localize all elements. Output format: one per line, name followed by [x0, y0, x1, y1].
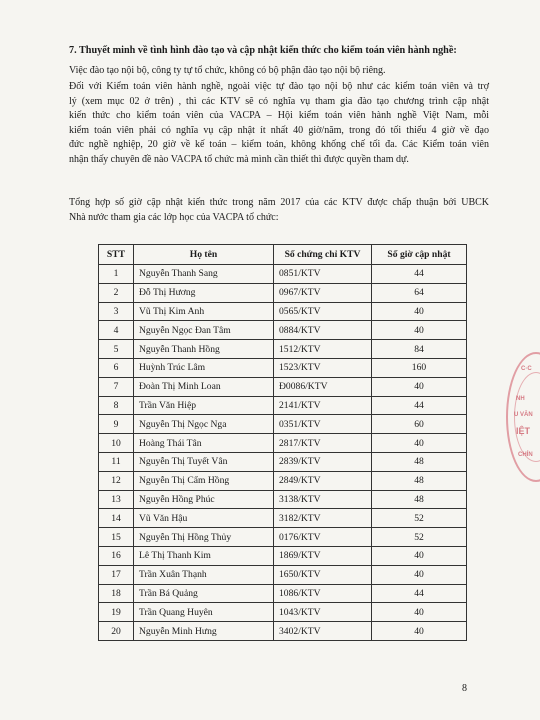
column-header-certificate: Số chứng chỉ KTV: [274, 245, 372, 265]
paragraph-summary-intro: [69, 196, 489, 225]
cell-hours: 84: [372, 340, 467, 359]
table-row: [99, 377, 467, 396]
table-row: [99, 490, 467, 509]
cell-certificate: 2839/KTV: [274, 452, 372, 471]
seal-text-fragment: NH: [516, 396, 525, 402]
table-body: [99, 265, 467, 641]
table-row: [99, 302, 467, 321]
table-row: [99, 565, 467, 584]
cell-hours: 40: [372, 603, 467, 622]
cell-name: Đỗ Thị Hương: [134, 283, 274, 302]
cell-name: Huỳnh Trúc Lâm: [134, 358, 274, 377]
cell-name: Lê Thị Thanh Kim: [134, 546, 274, 565]
cell-certificate: 1869/KTV: [274, 546, 372, 565]
cell-name: Nguyễn Minh Hưng: [134, 622, 274, 641]
paragraph-ktv-obligations: [69, 80, 489, 167]
table-row: [99, 415, 467, 434]
cell-stt: 8: [99, 396, 134, 415]
cell-name: Trần Xuân Thạnh: [134, 565, 274, 584]
cell-name: Nguyễn Thị Tuyết Vân: [134, 452, 274, 471]
cell-certificate: 2141/KTV: [274, 396, 372, 415]
text-line: Nhà nước tham gia các lớp học của VACPA tổ chức:: [69, 211, 279, 223]
cell-hours: 48: [372, 490, 467, 509]
column-header-hours: Số giờ cập nhật: [372, 245, 467, 265]
cell-stt: 5: [99, 340, 134, 359]
cell-name: Hoàng Thái Tân: [134, 434, 274, 453]
cell-hours: 40: [372, 546, 467, 565]
table-row: [99, 509, 467, 528]
cell-name: Trần Bá Quảng: [134, 584, 274, 603]
cell-stt: 20: [99, 622, 134, 641]
cell-certificate: 1043/KTV: [274, 603, 372, 622]
section-heading: 7. Thuyết minh về tình hình đào tạo và cập nhật kiến thức cho kiểm toán viên hành nghề:: [69, 45, 457, 56]
seal-text-fragment: CHÍN: [518, 452, 533, 458]
cell-certificate: 0351/KTV: [274, 415, 372, 434]
text-line: Đối với Kiểm toán viên hành nghề, ngoài việc tự đào tạo nội bộ như các kiểm toán viên và trợ: [69, 81, 489, 92]
page-number: 8: [462, 683, 467, 694]
column-header-name: Họ tên: [134, 245, 274, 265]
seal-text-fragment: U VĂN: [514, 412, 533, 418]
cell-name: Trần Văn Hiệp: [134, 396, 274, 415]
cell-name: Nguyễn Thị Ngọc Nga: [134, 415, 274, 434]
text-line: Tổng hợp số giờ cập nhật kiến thức trong năm 2017 của các KTV được chấp thuận bởi UBCK: [69, 197, 489, 208]
cell-stt: 16: [99, 546, 134, 565]
seal-text-fragment: C·C: [521, 366, 532, 372]
cell-name: Nguyễn Hồng Phúc: [134, 490, 274, 509]
cell-stt: 12: [99, 471, 134, 490]
table-row: [99, 584, 467, 603]
cell-stt: 11: [99, 452, 134, 471]
text-line: đức nghề nghiệp, 20 giờ về kế toán – kiểm toán, không khống chế tối đa. Các Kiểm toán viên: [69, 139, 489, 150]
table-row: [99, 471, 467, 490]
cell-hours: 40: [372, 434, 467, 453]
cell-certificate: 2849/KTV: [274, 471, 372, 490]
table-row: [99, 358, 467, 377]
table-row: [99, 452, 467, 471]
cell-hours: 40: [372, 565, 467, 584]
table-row: [99, 283, 467, 302]
cell-certificate: 1650/KTV: [274, 565, 372, 584]
text-line: kiểm toán viên phải có nghĩa vụ cập nhật ít nhất 40 giờ/năm, trong đó tối thiểu 4 giờ về đạo: [69, 124, 489, 136]
cell-hours: 52: [372, 509, 467, 528]
cell-stt: 17: [99, 565, 134, 584]
cell-certificate: 0176/KTV: [274, 528, 372, 547]
cell-stt: 3: [99, 302, 134, 321]
cell-hours: 44: [372, 396, 467, 415]
cell-stt: 15: [99, 528, 134, 547]
cell-hours: 40: [372, 302, 467, 321]
table-row: [99, 265, 467, 284]
seal-text-fragment: IỆT: [516, 426, 531, 436]
cell-name: Nguyễn Thị Hồng Thủy: [134, 528, 274, 547]
cell-hours: 48: [372, 471, 467, 490]
cell-stt: 13: [99, 490, 134, 509]
cell-certificate: 3182/KTV: [274, 509, 372, 528]
cell-certificate: 0565/KTV: [274, 302, 372, 321]
cell-hours: 64: [372, 283, 467, 302]
ktv-hours-table: [98, 244, 467, 641]
table-header-row: [99, 245, 467, 265]
cell-stt: 9: [99, 415, 134, 434]
table-row: [99, 528, 467, 547]
cell-hours: 60: [372, 415, 467, 434]
cell-name: Nguyễn Thanh Hồng: [134, 340, 274, 359]
cell-name: Vũ Thị Kim Anh: [134, 302, 274, 321]
text-line: nhận thấy chuyên đề nào VACPA tổ chức mà mình cần thiết thì được quyền tham dự.: [69, 153, 409, 165]
cell-stt: 4: [99, 321, 134, 340]
cell-certificate: 3138/KTV: [274, 490, 372, 509]
text-line: lý (xem mục 02 ở trên) , thì các KTV sẽ có nghĩa vụ tham gia đào tạo chương trình cập nhật: [69, 95, 489, 107]
cell-stt: 10: [99, 434, 134, 453]
cell-certificate: Đ0086/KTV: [274, 377, 372, 396]
table-row: [99, 603, 467, 622]
cell-stt: 1: [99, 265, 134, 284]
cell-hours: 40: [372, 622, 467, 641]
paragraph-internal-training: Việc đào tạo nội bộ, công ty tự tổ chức, không có bộ phận đào tạo nội bộ riêng.: [69, 65, 386, 76]
cell-name: Nguyễn Ngọc Đan Tâm: [134, 321, 274, 340]
cell-stt: 14: [99, 509, 134, 528]
table-row: [99, 546, 467, 565]
cell-hours: 40: [372, 321, 467, 340]
cell-certificate: 1523/KTV: [274, 358, 372, 377]
cell-name: Vũ Văn Hậu: [134, 509, 274, 528]
cell-stt: 19: [99, 603, 134, 622]
text-line: kiến thức cho kiểm toán viên của VACPA – Hội kiểm toán viên hành nghề Việt Nam, mỗi: [69, 110, 489, 121]
cell-name: Nguyễn Thanh Sang: [134, 265, 274, 284]
table-row: [99, 434, 467, 453]
cell-hours: 48: [372, 452, 467, 471]
cell-stt: 2: [99, 283, 134, 302]
cell-certificate: 0851/KTV: [274, 265, 372, 284]
cell-stt: 7: [99, 377, 134, 396]
cell-name: Nguyễn Thị Cẩm Hồng: [134, 471, 274, 490]
cell-stt: 6: [99, 358, 134, 377]
cell-hours: 44: [372, 265, 467, 284]
cell-hours: 52: [372, 528, 467, 547]
table-row: [99, 622, 467, 641]
cell-certificate: 0884/KTV: [274, 321, 372, 340]
cell-certificate: 1512/KTV: [274, 340, 372, 359]
table-row: [99, 396, 467, 415]
cell-name: Trần Quang Huyên: [134, 603, 274, 622]
cell-certificate: 0967/KTV: [274, 283, 372, 302]
cell-name: Đoàn Thị Minh Loan: [134, 377, 274, 396]
cell-certificate: 2817/KTV: [274, 434, 372, 453]
cell-hours: 44: [372, 584, 467, 603]
column-header-stt: STT: [99, 245, 134, 265]
table-row: [99, 340, 467, 359]
table-row: [99, 321, 467, 340]
cell-hours: 160: [372, 358, 467, 377]
cell-certificate: 1086/KTV: [274, 584, 372, 603]
cell-stt: 18: [99, 584, 134, 603]
cell-hours: 40: [372, 377, 467, 396]
cell-certificate: 3402/KTV: [274, 622, 372, 641]
